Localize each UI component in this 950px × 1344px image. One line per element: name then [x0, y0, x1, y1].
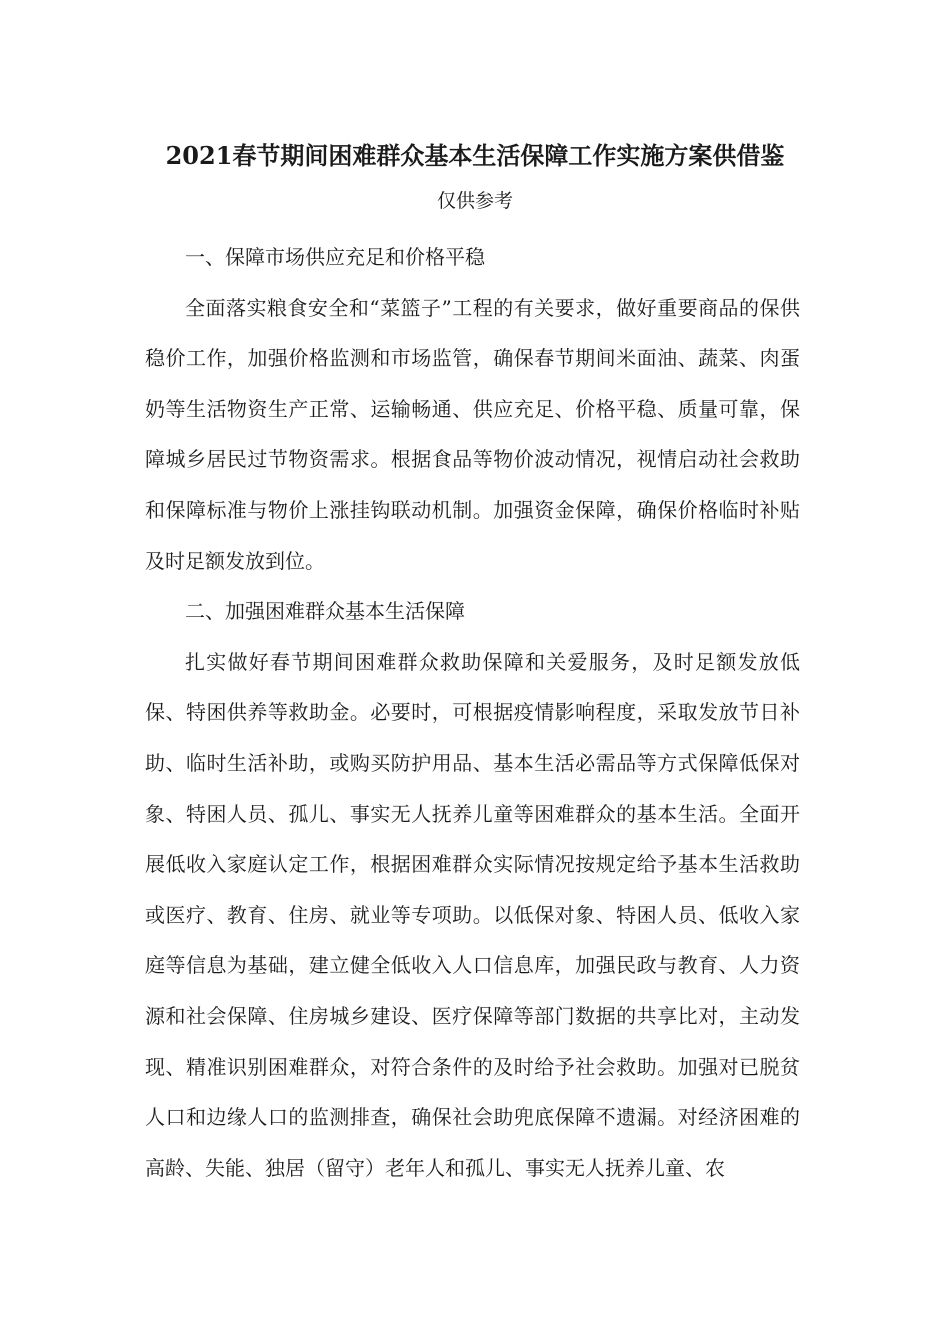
document-subtitle: 仅供参考 — [436, 190, 513, 212]
section-heading-2: 二、加强困难群众基本生活保障 — [185, 599, 465, 624]
paragraph-2: 扎实做好春节期间困难群众救助保障和关爱服务，及时足额发放低保、特困供养等救助金。必要时，可根据疫情影响程度，采取发放节日补助、临时生活补助，或购买防护用品、基本生活必需品等方式保障低保对象、特困人员、孤儿、事实无人抚养儿童等困难群众的基本生活。全面开展低收入家庭认定工作，根据困难群众实际情况按规定给予基本生活救助或医疗、教育、住房、就业等专项助。以低保对象、特困人员、低收入家庭等信息为基础，建立健全低收入人口信息库，加强民政与教育、人力资源和社会保障、住房城乡建设、医疗保障等部门数据的共享比对，主动发现、精准识别困难群众，对符合条件的及时给予社会救助。加强对已脱贫人口和边缘人口的监测排查，确保社会助兜底保障不遗漏。对经济困难的高龄、失能、独居（留守）老年人和孤儿、事实无人抚养儿童、农 — [145, 649, 800, 1180]
section-heading-1: 一、保障市场供应充足和价格平稳 — [185, 245, 485, 269]
paragraph-1: 全面落实粮食安全和“菜篮子”工程的有关要求，做好重要商品的保供稳价工作，加强价格监测和市场监管，确保春节期间米面油、蔬菜、肉蛋奶等生活物资生产正常、运输畅通、供应充足、价格平稳、质量可靠，保障城乡居民过节物资需求。根据食品等物价波动情况，视情启动社会救助和保障标准与物价上涨挂钩联动机制。加强资金保障，确保价格临时补贴及时足额发放到位。 — [145, 295, 800, 573]
document-body — [145, 232, 800, 1193]
document-title: 2021春节期间困难群众基本生活保障工作实施方案供借鉴 — [165, 141, 785, 170]
